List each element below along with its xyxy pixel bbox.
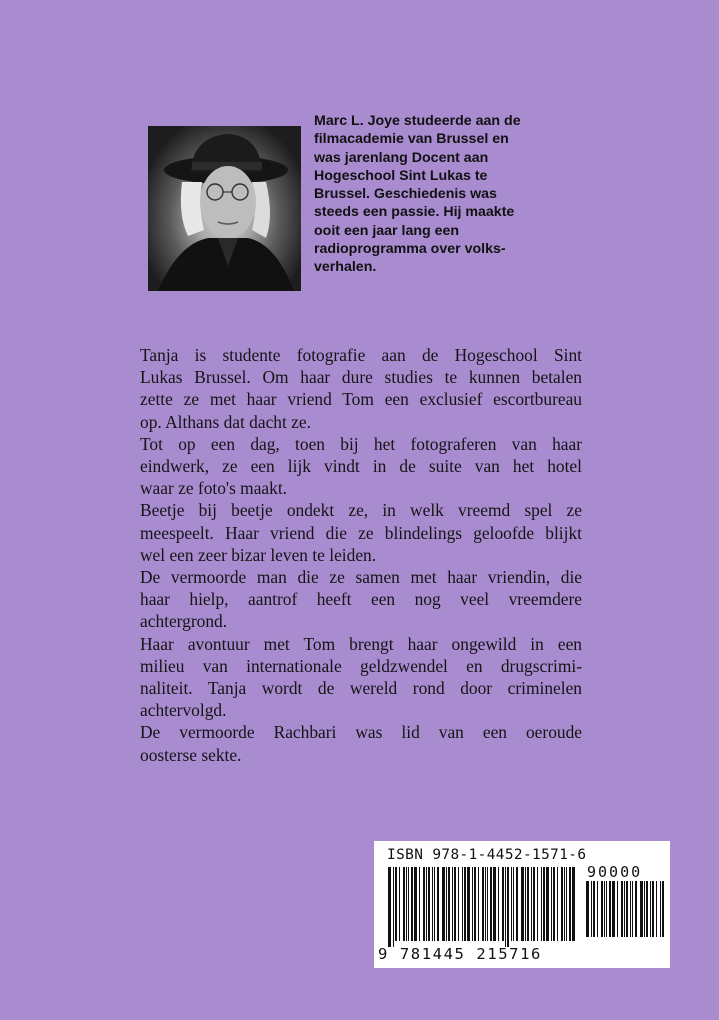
barcode-bar — [624, 881, 625, 937]
isbn-label: ISBN 978-1-4452-1571-6 — [387, 847, 587, 863]
barcode-bar — [505, 867, 506, 947]
blurb-line: achtervolgd. — [140, 700, 227, 721]
barcode-bar — [458, 867, 459, 941]
barcode-bar — [490, 867, 492, 941]
barcode-bar — [432, 867, 433, 941]
barcode-bar — [423, 867, 425, 941]
author-bio — [314, 112, 606, 277]
barcode-bar — [630, 881, 631, 937]
barcode-bar — [408, 867, 409, 941]
barcode-bar — [474, 867, 476, 941]
barcode-bar — [606, 881, 607, 937]
barcode-bar — [399, 867, 400, 941]
blurb-paragraph — [140, 344, 582, 433]
barcode-bar — [601, 881, 603, 937]
bio-line: Hogeschool Sint Lukas te — [314, 167, 488, 184]
barcode-bar — [557, 867, 558, 941]
barcode-bar — [428, 867, 430, 941]
book-blurb — [140, 344, 582, 766]
barcode-bar — [437, 867, 439, 941]
barcode-bar — [646, 881, 648, 937]
barcode-bar — [414, 867, 417, 941]
barcode-bar — [452, 867, 453, 941]
barcode-bar — [561, 867, 563, 941]
blurb-line: zette ze met haar vriend Tom een exclusief escortbureau — [140, 389, 582, 410]
blurb-paragraph — [140, 433, 582, 500]
blurb-line: Tot op een dag, toen bij het fotograferen van haar — [140, 433, 582, 454]
barcode-bar — [513, 867, 514, 941]
ean-digits: 9 781445 215716 — [378, 945, 542, 963]
barcode-bar — [446, 867, 447, 941]
blurb-line: eindwerk, ze een lijk vindt in de suite van het hotel — [140, 456, 582, 477]
blurb-line: milieu van internationale geldzwendel en drugscrimi- — [140, 655, 582, 676]
barcode-bar — [426, 867, 427, 941]
blurb-line: meespeelt. Haar vriend die ze blindelings geloofde blijkt — [140, 522, 582, 543]
barcode-bar — [632, 881, 633, 937]
barcode-bar — [511, 867, 512, 941]
blurb-line: Tanja is studente fotografie aan de Hogeschool Sint — [140, 345, 582, 365]
barcode-bar — [656, 881, 657, 937]
barcode-bar — [660, 881, 661, 937]
barcode-bar — [621, 881, 623, 937]
barcode-bar — [566, 867, 567, 941]
barcode-bar — [516, 867, 518, 941]
barcode-bar — [593, 881, 595, 937]
barcode-bar — [541, 867, 542, 941]
barcode-bar — [454, 867, 456, 941]
barcode-bar — [472, 867, 473, 941]
blurb-paragraph — [140, 499, 582, 566]
barcode-bar — [393, 867, 394, 947]
barcode-bar — [403, 867, 405, 941]
barcode-bar — [388, 867, 391, 947]
blurb-paragraph — [140, 721, 582, 765]
barcode-bar — [617, 881, 618, 937]
blurb-paragraph — [140, 566, 582, 633]
barcode-bar — [462, 867, 463, 941]
bio-line: radioprogramma over volks- — [314, 241, 506, 258]
barcode-bar — [502, 867, 504, 941]
addon-bars — [586, 881, 666, 943]
blurb-line: De vermoorde Rachbari was lid van een oeroude — [140, 722, 582, 743]
author-photo — [148, 126, 301, 291]
barcode-bar — [650, 881, 651, 937]
barcode-bar — [493, 867, 496, 941]
barcode-bar — [525, 867, 526, 941]
barcode-bar — [564, 867, 565, 941]
blurb-line: waar ze foto's maakt. — [140, 478, 288, 499]
barcode-bar — [521, 867, 524, 941]
barcode-bar — [591, 881, 592, 937]
barcode-bar — [434, 867, 435, 941]
barcode-bar — [419, 867, 420, 941]
bio-line: verhalen. — [314, 259, 377, 276]
bio-line: steeds een passie. Hij maakte — [314, 204, 515, 221]
isbn-barcode — [374, 841, 670, 968]
barcode-bar — [652, 881, 654, 937]
barcode-bar — [406, 867, 407, 941]
barcode-bar — [448, 867, 450, 941]
bio-line: was jarenlang Docent aan — [314, 149, 489, 166]
bio-line: Marc L. Joye studeerde aan de — [314, 113, 521, 129]
barcode-bar — [543, 867, 545, 941]
barcode-bar — [395, 867, 397, 941]
barcode-bar — [482, 867, 484, 941]
barcode-bar — [612, 881, 615, 937]
barcode-bar — [527, 867, 529, 941]
barcode-bar — [640, 881, 643, 937]
barcode-bar — [553, 867, 555, 941]
ean-bars — [388, 867, 578, 947]
barcode-bar — [546, 867, 549, 941]
barcode-bar — [551, 867, 552, 941]
barcode-bar — [597, 881, 598, 937]
barcode-bar — [662, 881, 664, 937]
blurb-line: De vermoorde man die ze samen met haar vriendin, die — [140, 567, 582, 588]
barcode-bar — [537, 867, 538, 941]
blurb-line: wel een zeer bizar leven te leiden. — [140, 544, 377, 565]
barcode-bar — [464, 867, 466, 941]
barcode-bar — [644, 881, 645, 937]
blurb-line: op. Althans dat dacht ze. — [140, 411, 311, 432]
addon-label: 90000 — [587, 863, 643, 881]
blurb-line: Beetje bij beetje ondekt ze, in welk vreemd spel ze — [140, 500, 582, 521]
bio-line: filmacademie van Brussel en — [314, 131, 509, 148]
barcode-bar — [569, 867, 571, 941]
barcode-bar — [442, 867, 445, 941]
blurb-line: naliteit. Tanja wordt de wereld rond door criminelen — [140, 678, 582, 699]
blurb-line: oosterse sekte. — [140, 744, 242, 765]
bio-line: ooit een jaar lang een — [314, 222, 460, 239]
barcode-bar — [626, 881, 628, 937]
bio-line: Brussel. Geschiedenis was — [314, 186, 497, 203]
barcode-bar — [411, 867, 413, 941]
barcode-bar — [635, 881, 637, 937]
barcode-bar — [485, 867, 486, 941]
barcode-bar — [507, 867, 509, 947]
barcode-bar — [572, 867, 575, 941]
blurb-paragraph — [140, 633, 582, 722]
barcode-bar — [498, 867, 499, 941]
barcode-bar — [609, 881, 611, 937]
barcode-bar — [604, 881, 605, 937]
barcode-bar — [586, 881, 589, 937]
barcode-bar — [478, 867, 479, 941]
blurb-line: achtergrond. — [140, 611, 228, 632]
blurb-line: Lukas Brussel. Om haar dure studies te kunnen betalen — [140, 367, 582, 388]
blurb-line: Haar avontuur met Tom brengt haar ongewild in een — [140, 633, 582, 654]
barcode-bar — [487, 867, 488, 941]
blurb-line: haar hielp, aantrof heeft een nog veel vreemdere — [140, 589, 582, 610]
barcode-bar — [531, 867, 532, 941]
barcode-bar — [467, 867, 470, 941]
barcode-bar — [533, 867, 535, 941]
